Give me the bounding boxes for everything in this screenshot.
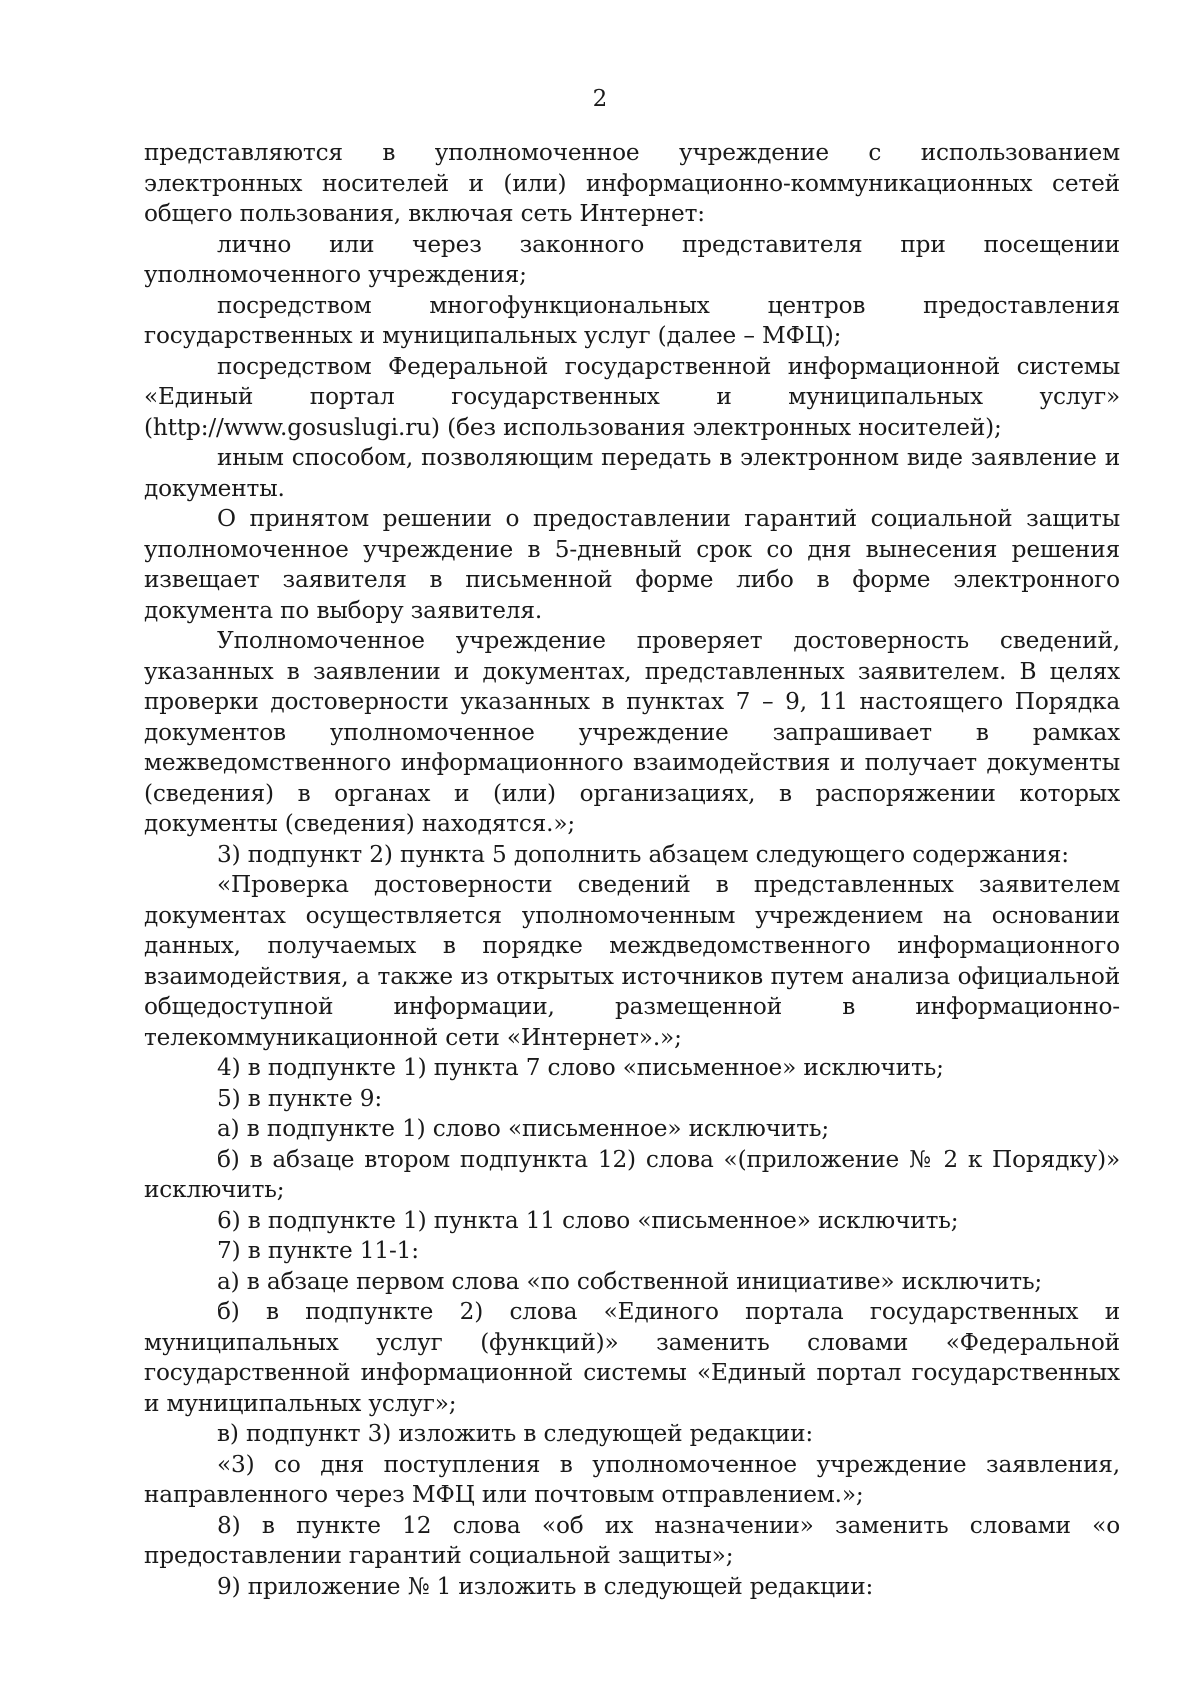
paragraph: посредством Федеральной государственной информационной системы «Единый портал государственных и муниципальных услуг» (http://www.gosuslugi.ru) (без использования электронных носителей);: [144, 352, 1120, 441]
paragraph: 3) подпункт 2) пункта 5 дополнить абзацем следующего содержания:: [217, 840, 1069, 868]
paragraph: 9) приложение № 1 изложить в следующей редакции:: [217, 1572, 874, 1600]
paragraph: посредством многофункциональных центров предоставления государственных и муниципальных услуг (далее – МФЦ);: [144, 291, 1120, 349]
paragraph: «3) со дня поступления в уполномоченное учреждение заявления, направленного через МФЦ или почтовым отправлением.»;: [144, 1450, 1120, 1508]
paragraph: 5) в пункте 9:: [217, 1084, 383, 1112]
paragraph-continuation: представляются в уполномоченное учреждение с использованием электронных носителей и (или) информационно-коммуникационных сетей общего пользования, включая сеть Интернет:: [144, 139, 1120, 227]
paragraph: 4) в подпункте 1) пункта 7 слово «письменное» исключить;: [217, 1054, 944, 1081]
paragraph: иным способом, позволяющим передать в электронном виде заявление и документы.: [144, 444, 1120, 502]
paragraph: б) в подпункте 2) слова «Единого портала государственных и муниципальных услуг (функций)» заменить словами «Федеральной государственной информационной системы «Единый портал государственных и муниципальных услуг»;: [144, 1298, 1120, 1417]
paragraph: а) в абзаце первом слова «по собственной инициативе» исключить;: [217, 1267, 1043, 1295]
paragraph: О принятом решении о предоставлении гарантий социальной защиты уполномоченное учреждение в 5-дневный срок со дня вынесения решения извещает заявителя в письменной форме либо в форме электронного документа по выбору заявителя.: [144, 505, 1120, 624]
paragraph: 6) в подпункте 1) пункта 11 слово «письменное» исключить;: [217, 1206, 959, 1234]
paragraph: б) в абзаце втором подпункта 12) слова «(приложение № 2 к Порядку)» исключить;: [144, 1145, 1120, 1203]
paragraph: Уполномоченное учреждение проверяет достоверность сведений, указанных в заявлении и документах, представленных заявителем. В целях проверки достоверности указанных в пунктах 7 – 9, 11 настоящего Порядка документов уполномоченное учреждение запрашивает в рамках межведомственного информационного взаимодействия и получает документы (сведения) в органах и (или) организациях, в распоряжении которых документы (сведения) находятся.»;: [144, 627, 1120, 837]
paragraph: а) в подпункте 1) слово «письменное» исключить;: [217, 1115, 830, 1142]
paragraph: 7) в пункте 11-1:: [217, 1237, 419, 1264]
paragraph: в) подпункт 3) изложить в следующей редакции:: [217, 1420, 814, 1447]
paragraph: «Проверка достоверности сведений в представленных заявителем документах осуществляется уполномоченным учреждением на основании данных, получаемых в порядке междведомственного информационного взаимодействия, а также из открытых источников путем анализа официальной общедоступной информации, размещенной в информационно-телекоммуникационной сети «Интернет».»;: [144, 871, 1120, 1051]
document-body: [144, 138, 1120, 1602]
paragraph: лично или через законного представителя при посещении уполномоченного учреждения;: [144, 230, 1120, 288]
paragraph: 8) в пункте 12 слова «об их назначении» заменить словами «о предоставлении гарантий социальной защиты»;: [144, 1511, 1120, 1569]
page-number: 2: [592, 86, 608, 112]
